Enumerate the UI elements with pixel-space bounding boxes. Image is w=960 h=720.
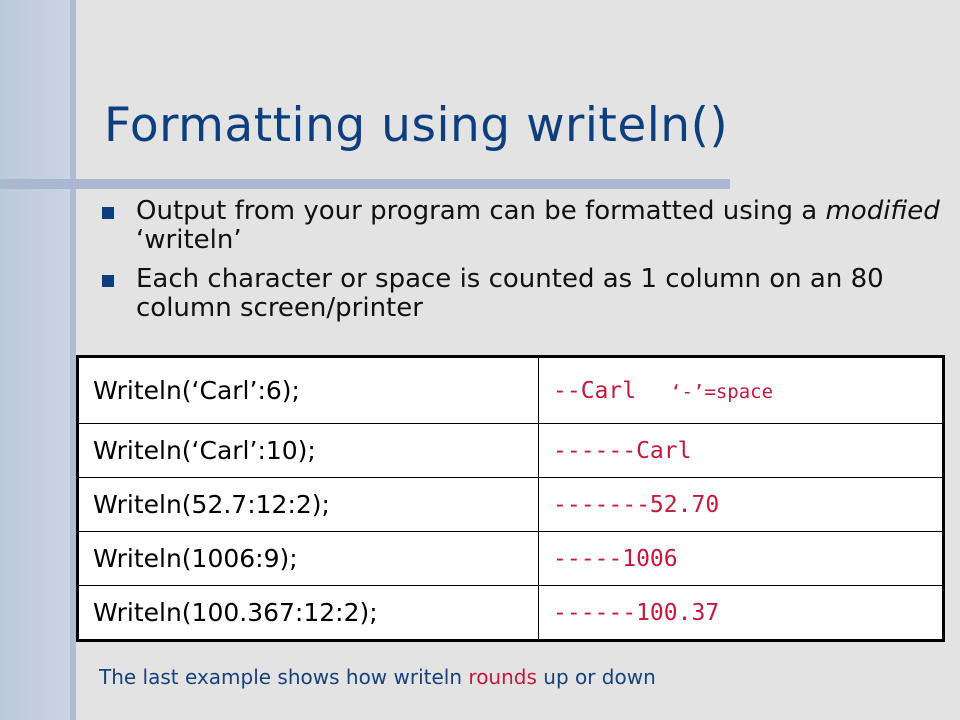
writeln-call-cell: Writeln(‘Carl’:6); [78, 357, 539, 424]
table-row [78, 357, 944, 424]
footnote [99, 665, 656, 689]
bullet-item-2 [102, 265, 942, 323]
footnote-after: up or down [536, 665, 656, 689]
left-decorative-band [0, 0, 70, 720]
output-value: ------Carl [539, 424, 944, 478]
bullet-1-text-before: Output from your program can be formatted using a [136, 196, 826, 226]
square-bullet-icon [102, 275, 114, 287]
output-value: -------52.70 [539, 478, 944, 532]
writeln-examples-table [76, 355, 945, 642]
table-row [78, 478, 944, 532]
bullet-item-1 [102, 197, 942, 255]
output-cell [539, 357, 944, 424]
footnote-highlight: rounds [468, 665, 537, 689]
writeln-call-cell: Writeln(52.7:12:2); [78, 478, 539, 532]
table-row [78, 424, 944, 478]
title-underline-bar [0, 179, 730, 189]
output-value: ------100.37 [539, 586, 944, 641]
slide-title: Formatting using writeln() [104, 98, 729, 153]
writeln-call-cell: Writeln(‘Carl’:10); [78, 424, 539, 478]
footnote-before: The last example shows how writeln [99, 665, 469, 689]
output-value: -----1006 [539, 532, 944, 586]
bullet-1-emphasis: modified [825, 196, 940, 226]
space-legend-note: ‘-’=space [670, 380, 774, 403]
writeln-call-cell: Writeln(100.367:12:2); [78, 586, 539, 641]
output-value: --Carl [553, 377, 637, 404]
square-bullet-icon [102, 207, 114, 219]
writeln-call-cell: Writeln(1006:9); [78, 532, 539, 586]
table-row [78, 532, 944, 586]
bullet-2-text: Each character or space is counted as 1 column on an 80 column screen/printer [136, 264, 884, 323]
bullet-list [102, 197, 942, 333]
bullet-1-text-after: ‘writeln’ [136, 225, 242, 255]
table-row [78, 586, 944, 641]
